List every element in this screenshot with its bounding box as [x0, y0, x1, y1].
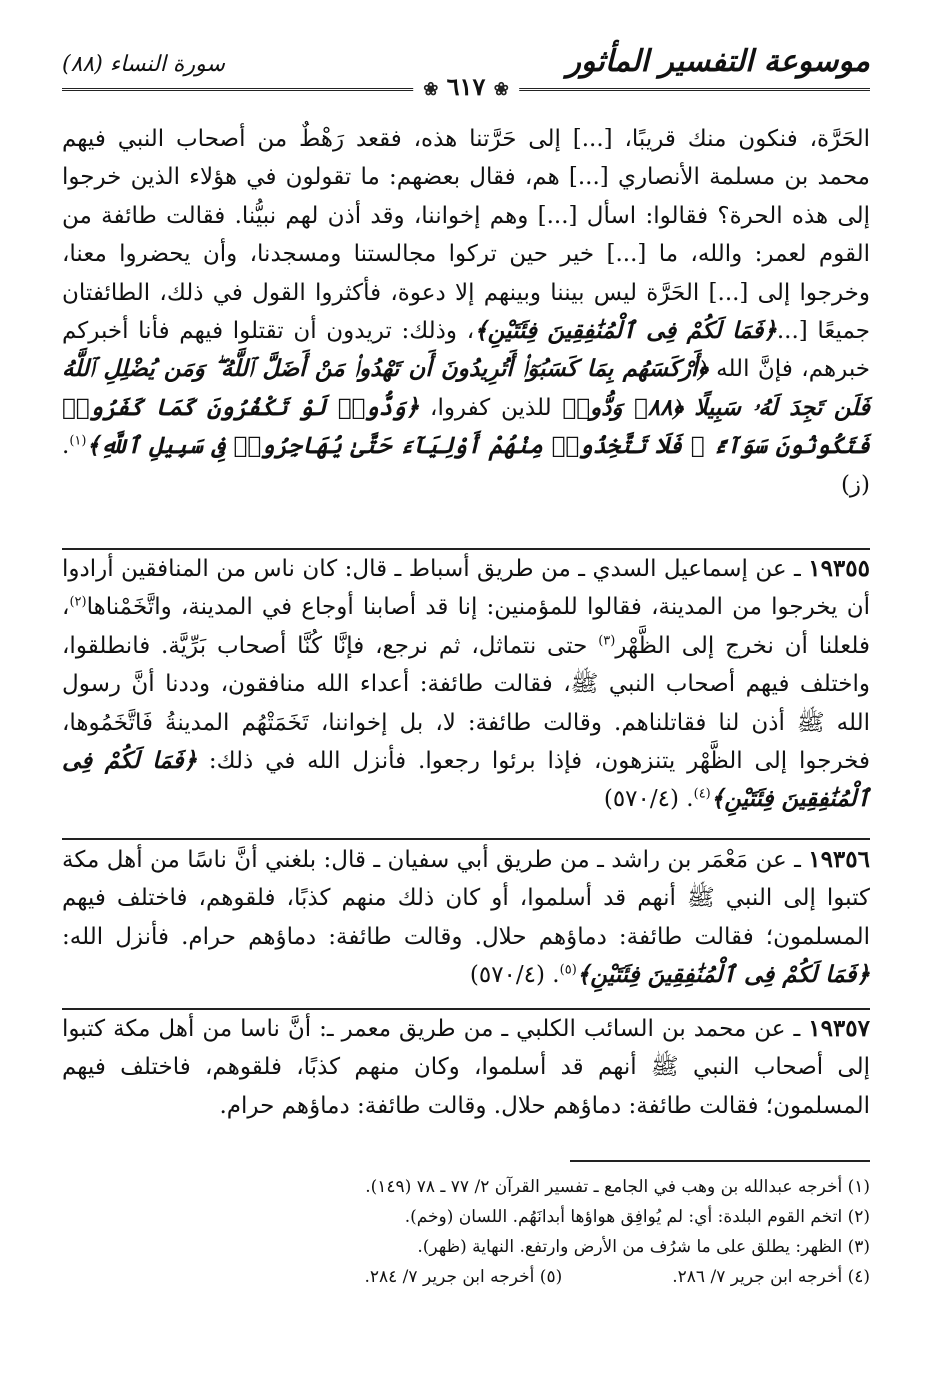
page-number-text: ٦١٧ [446, 72, 486, 101]
book-title: موسوعة التفسير المأثور [566, 44, 870, 79]
entry-paragraph [62, 1010, 870, 1125]
footnote-4: (٤) أخرجه ابن جرير ٧/ ٢٨٦. [672, 1267, 870, 1287]
surah-name: سورة النساء (٨٨) [62, 52, 225, 77]
entry-separator [62, 838, 870, 840]
footnote-3: (٣) الظهر: يطلق على ما شرُف من الأرض وارتفع. النهاية (ظهر). [417, 1237, 870, 1257]
quran-verse: ﴿فَمَا لَكُمْ فِى ٱلْمُنَٰفِقِينَ فِئَتَيْنِ﴾ [62, 747, 870, 813]
paragraph-text: ـ عن محمد بن السائب الكلبي ـ من طريق معمر ـ: أنَّ ناسا من أهل مكة كتبوا إلى أصحاب النبي ﷺ أنهم قد أسلموا، وكان منهم كذبًا، فلقوهم، فاختلف فيهم المسلمون؛ فقالت طائفة: دماؤهم حلال. وقالت طائفة: دماؤهم حرام. [62, 1016, 870, 1119]
paragraph-text: حتى نتماثل، ثم نرجع، فإنَّا كُنَّا أصحاب بَرِّيَّة. فانطلقوا، واختلف فيهم أصحاب النبي ﷺ، فقالت طائفة: أعداء الله منافقون، وددنا أنَّ رسول الله ﷺ أذن لنا فقاتلناهم. وقالت طائفة: لا، بل إخواننا، تَخَمَتْهُم المدينةُ فَاتَّخَمُوها، فخرجوا إلى الظَّهْر يتنزهون، فإذا برئوا رجعوا. فأنزل الله في ذلك: [62, 632, 870, 775]
footnote-row [62, 1262, 870, 1292]
paragraph-continuation [62, 120, 870, 504]
ornament-icon: ❀ [493, 79, 509, 100]
entry-paragraph [62, 841, 870, 995]
footnote-ref: (١) [69, 433, 87, 449]
paragraph-text: الحَرَّة، فنكون منك قريبًا، [...] إلى حَرَّتنا هذه، فقعد رَهْطٌ من أصحاب النبي فيهم محمد بن مسلمة الأنصاري [...] هم، فقال بعضهم: ما تقولون في هؤلاء الذين خرجوا إلى هذه الحرة؟ فقالوا: اسأل [...] وهم إخواننا، وقد أذن لهم نبيُّنا. فقالت طائفة من القوم لعمر: والله، ما [...] خير حين تركوا مجالستنا ومسجدنا، وأن يحضروا معنا، وخرجوا إلى [...] الحَرَّة ليس بيننا وبينهم إلا دعوة، فأكثروا القول في ذلك، الطائفتان جميعًا [... [62, 126, 870, 345]
footnote-5: (٥) أخرجه ابن جرير ٧/ ٢٨٤. [364, 1267, 563, 1287]
quran-verse: ﴿وَدُّوا۟ لَوْ تَكْفُرُونَ كَمَا كَفَرُوا۟ فَتَكُونُونَ سَوَآءً ۖ فَلَا تَتَّخِذُوا۟ مِنْهُمْ أَوْلِيَآءَ حَتَّىٰ يُهَاجِرُوا۟ فِى سَبِيلِ ٱللَّهِ﴾ [62, 393, 870, 460]
paragraph-text: . (٥٧٠/٤) [469, 962, 560, 989]
quran-verse: ﴿فَمَا لَكُمْ فِى ٱلْمُنَٰفِقِينَ فِئَتَيْنِ﴾ [576, 961, 870, 989]
paragraph-text: ـ عن إسماعيل السدي ـ من طريق أسباط ـ قال: كان ناس من المنافقين أرادوا أن يخرجوا من المدينة، فقالوا للمؤمنين: إنا قد أصابنا أوجاع في المدينة، واتَّخَمْناها [62, 556, 870, 621]
entry-number: ١٩٣٥٦ [808, 846, 870, 873]
page-number [413, 72, 519, 101]
entry-number: ١٩٣٥٧ [808, 1015, 870, 1042]
ornament-icon: ❀ [423, 79, 439, 100]
main-text [62, 120, 870, 504]
paragraph-text: ، وذلك: تريدون أن تقتلوا فيهم فأنا أخبركم خبرهم، فإنَّ الله [62, 318, 870, 383]
paragraph-text: للذين كفروا، [430, 394, 552, 421]
entry-19357 [62, 1010, 870, 1125]
footnote-ref: (٣) [598, 633, 616, 649]
paragraph-text: ، فلعلنا أن نخرج إلى الظَّهْر [62, 594, 871, 659]
paragraph-text: ـ عن مَعْمَر بن راشد ـ من طريق أبي سفيان ـ قال: بلغني أنَّ ناسًا من أهل مكة كتبوا إلى النبي ﷺ أنهم قد أسلموا، أو كان ذلك منهم كذبًا، فلقوهم، فاختلف فيهم المسلمون؛ فقالت طائفة: دماؤهم حلال. وقالت طائفة: دماؤهم حرام. فأنزل الله: [62, 847, 870, 950]
footnote-ref: (٢) [69, 594, 87, 610]
entry-19355 [62, 550, 870, 819]
footnotes [62, 1172, 870, 1292]
entry-number: ١٩٣٥٥ [808, 555, 870, 582]
entry-paragraph [62, 550, 870, 819]
paragraph-text: . (ز) [62, 433, 870, 498]
quran-verse: ﴿فَمَا لَكُمْ فِى ٱلْمُنَٰفِقِينَ فِئَتَيْنِ﴾ [474, 317, 777, 345]
footnote-rule [570, 1160, 870, 1162]
footnote-ref: (٥) [559, 962, 577, 978]
footnote-2: (٢) اتخم القوم البلدة: أي: لم يُوافِق هواؤها أبدانَهُم. اللسان (وخم). [404, 1207, 870, 1227]
entry-19356 [62, 841, 870, 995]
footnote-1: (١) أخرجه عبدالله بن وهب في الجامع ـ تفسير القرآن ٢/ ٧٧ ـ ٧٨ (١٤٩). [365, 1177, 870, 1197]
page-header [62, 38, 870, 102]
quran-verse: ﴿أَرْكَسَهُم بِمَا كَسَبُوٓا۟ أَتُرِيدُونَ أَن تَهْدُوا۟ مَنْ أَضَلَّ ٱللَّهُ ۖ وَمَن يُضْلِلِ ٱللَّهُ فَلَن تَجِدَ لَهُۥ سَبِيلًا ﴿٨٨﴾ وَدُّوا۟ [62, 355, 871, 421]
paragraph-text: . (٥٧٠/٤) [603, 786, 694, 813]
footnote-ref: (٤) [693, 786, 711, 802]
